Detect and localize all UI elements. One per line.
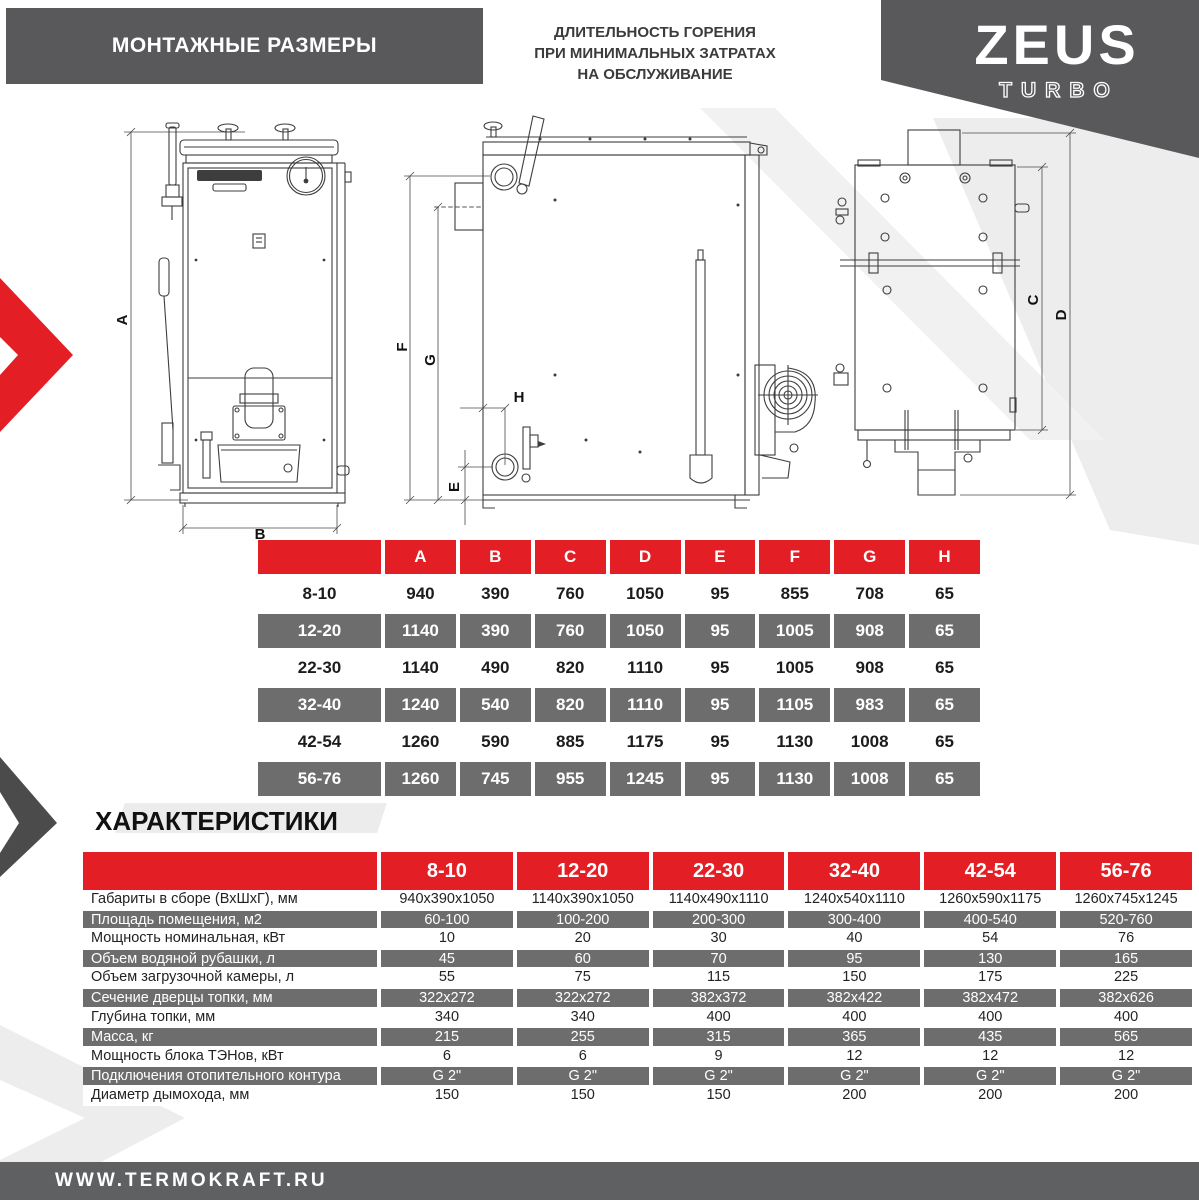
column-header: 42-54 [924,852,1056,890]
table-cell: 200-300 [653,910,785,930]
table-cell: 400 [1060,1008,1192,1028]
website-url: WWW.TERMOKRAFT.RU [55,1170,328,1191]
table-cell: 10 [381,929,513,949]
table-cell: 315 [653,1027,785,1047]
row-label: Мощность номинальная, кВт [83,929,377,949]
table-cell: 340 [517,1008,649,1028]
table-cell: 390 [481,584,510,603]
table-cell: 820 [556,658,585,677]
table-cell: 95 [710,584,730,603]
table-cell: 745 [460,762,531,796]
characteristics-table [83,852,1192,1106]
table-cell: 1130 [776,732,814,751]
subtitle-line: ПРИ МИНИМАЛЬНЫХ ЗАТРАТАХ [534,45,776,62]
table-cell: 30 [653,929,785,949]
table-cell: 1260 [385,762,456,796]
table-cell: G 2" [1060,1066,1192,1086]
side-view-drawing [390,110,830,540]
row-label: 12-20 [258,614,381,648]
column-header: C [535,540,606,574]
row-label: Глубина топки, мм [83,1008,377,1028]
table-cell: 130 [924,949,1056,969]
column-header: B [460,540,531,574]
table-cell: 150 [381,1086,513,1106]
table-cell: 55 [381,968,513,988]
table-cell: 400 [924,1008,1056,1028]
table-cell: 95 [710,732,730,751]
table-cell: 390 [460,614,531,648]
section-title: ХАРАКТЕРИСТИКИ [95,806,338,836]
table-cell: G 2" [653,1066,785,1086]
subtitle-line: НА ОБСЛУЖИВАНИЕ [577,66,733,83]
table-cell: 940x390x1050 [381,890,513,910]
row-label: Объем загрузочной камеры, л [83,968,377,988]
table-cell: 215 [381,1027,513,1047]
dim-label-f: F [394,342,411,352]
table-cell: 435 [924,1027,1056,1047]
table-cell: 70 [653,949,785,969]
table-cell: 200 [1060,1086,1192,1106]
table-cell: 520-760 [1060,910,1192,930]
row-label: 56-76 [258,762,381,796]
table-cell: 1240 [385,688,456,722]
dim-label-g: G [422,354,439,366]
table-cell: 908 [834,614,905,648]
table-cell: 1245 [610,762,681,796]
table-cell: 1008 [834,762,905,796]
row-label: Мощность блока ТЭНов, кВт [83,1047,377,1067]
table-cell: 382x422 [788,988,920,1008]
valve-icon [836,198,848,224]
table-cell: 60-100 [381,910,513,930]
column-header: 56-76 [1060,852,1192,890]
table-cell: 200 [924,1086,1056,1106]
table-cell: 40 [788,929,920,949]
table-cell: 60 [517,949,649,969]
table-cell: 65 [935,732,955,751]
table-cell: 940 [406,584,435,603]
table-cell: 1260x590x1175 [924,890,1056,910]
row-label: Масса, кг [83,1027,377,1047]
table-cell: 1005 [775,658,814,677]
table-cell: 6 [517,1047,649,1067]
row-label: 32-40 [258,688,381,722]
column-header: A [385,540,456,574]
column-header: F [759,540,830,574]
table-cell: 20 [517,929,649,949]
table-cell: 95 [685,762,756,796]
column-header: E [685,540,756,574]
table-cell: 1175 [626,732,664,751]
row-label: 22-30 [297,658,342,677]
table-cell: G 2" [788,1066,920,1086]
table-cell: 760 [556,584,585,603]
table-cell: 490 [481,658,510,677]
brand-banner [850,0,1199,185]
row-label: Подключения отопительного контура [83,1066,377,1086]
column-header: D [610,540,681,574]
table-cell: 908 [855,658,884,677]
table-cell: 95 [710,658,730,677]
table-cell: 100-200 [517,910,649,930]
fan-icon [755,365,818,478]
column-header: H [909,540,980,574]
table-cell: 1110 [610,688,681,722]
row-label: Сечение дверцы топки, мм [83,988,377,1008]
column-header: 8-10 [381,852,513,890]
table-cell: G 2" [517,1066,649,1086]
table-cell: 65 [909,762,980,796]
table-cell: 365 [788,1027,920,1047]
table-cell: 9 [653,1047,785,1067]
table-cell: 1260 [401,732,440,751]
row-label: 8-10 [302,584,337,603]
row-label: Габариты в сборе (ВхШхГ), мм [83,890,377,910]
table-cell: 165 [1060,949,1192,969]
table-cell: 855 [780,584,809,603]
column-header: 12-20 [517,852,649,890]
table-cell: 255 [517,1027,649,1047]
table-cell: 150 [653,1086,785,1106]
table-cell: 1105 [759,688,830,722]
table-cell: 150 [517,1086,649,1106]
supply-pipe [491,164,517,190]
table-cell: 1110 [627,658,664,677]
table-cell: 382x626 [1060,988,1192,1008]
subtitle-line: ДЛИТЕЛЬНОСТЬ ГОРЕНИЯ [554,24,756,41]
table-cell: 322x272 [517,988,649,1008]
table-cell: 150 [788,968,920,988]
table-cell: 1260x745x1245 [1060,890,1192,910]
table-cell: 1050 [626,584,664,603]
table-cell: 1130 [759,762,830,796]
column-header: 32-40 [788,852,920,890]
table-cell: 1140 [401,658,439,677]
dim-label-a: A [114,314,131,326]
table-cell: 1140 [385,614,456,648]
dim-label-e: E [446,481,463,493]
dim-label-h: H [513,389,525,406]
table-cell: 65 [935,584,955,603]
dimensions-table [258,540,980,796]
dim-label-d: D [1053,309,1070,321]
table-cell: 225 [1060,968,1192,988]
brand-name: ZEUS [974,13,1140,76]
table-cell: 1140x390x1050 [517,890,649,910]
table-cell: 1050 [610,614,681,648]
table-cell: 400-540 [924,910,1056,930]
table-cell: 400 [788,1008,920,1028]
table-cell: 12 [924,1047,1056,1067]
table-cell: 708 [855,584,884,603]
table-cell: 95 [685,614,756,648]
row-label: Диаметр дымохода, мм [83,1086,377,1106]
table-cell: 54 [924,929,1056,949]
table-cell: G 2" [924,1066,1056,1086]
dim-label-c: C [1025,294,1042,306]
front-view-drawing [100,110,380,540]
char-table-corner [83,852,377,890]
table-cell: 1240x540x1110 [788,890,920,910]
dark-chevron-icon [0,755,60,880]
dim-label-b: B [254,526,266,540]
table-cell: 540 [460,688,531,722]
table-cell: 75 [517,968,649,988]
table-cell: 12 [788,1047,920,1067]
table-cell: 115 [653,968,785,988]
table-cell: 1140x490x1110 [653,890,785,910]
table-cell: 1008 [850,732,889,751]
dim-table-corner [258,540,381,574]
red-chevron-icon [0,270,80,440]
table-cell: 300-400 [788,910,920,930]
table-cell: 76 [1060,929,1192,949]
column-header: 22-30 [653,852,785,890]
table-cell: 175 [924,968,1056,988]
footer-bar [0,1162,1199,1200]
row-label: 42-54 [297,732,342,751]
table-cell: 955 [535,762,606,796]
table-cell: 65 [935,658,955,677]
table-cell: 45 [381,949,513,969]
table-cell: 65 [909,614,980,648]
table-cell: 760 [535,614,606,648]
table-cell: 983 [834,688,905,722]
table-cell: 12 [1060,1047,1192,1067]
table-cell: 340 [381,1008,513,1028]
table-cell: 400 [653,1008,785,1028]
table-cell: 200 [788,1086,920,1106]
table-cell: 65 [909,688,980,722]
header-subtitle [470,22,840,85]
table-cell: 382x472 [924,988,1056,1008]
row-label: Площадь помещения, м2 [83,910,377,930]
table-cell: 6 [381,1047,513,1067]
brand-sub: TURBO [999,79,1119,102]
table-cell: 322x272 [381,988,513,1008]
table-cell: 820 [535,688,606,722]
table-cell: 95 [685,688,756,722]
column-header: G [834,540,905,574]
table-cell: 590 [481,732,510,751]
row-label: Объем водяной рубашки, л [83,949,377,969]
table-cell: 1005 [759,614,830,648]
valve-icon [834,364,848,385]
table-cell: 885 [556,732,585,751]
table-cell: 382x372 [653,988,785,1008]
page-title: МОНТАЖНЫЕ РАЗМЕРЫ [6,8,483,84]
table-cell: 95 [788,949,920,969]
table-cell: 565 [1060,1027,1192,1047]
table-cell: G 2" [381,1066,513,1086]
